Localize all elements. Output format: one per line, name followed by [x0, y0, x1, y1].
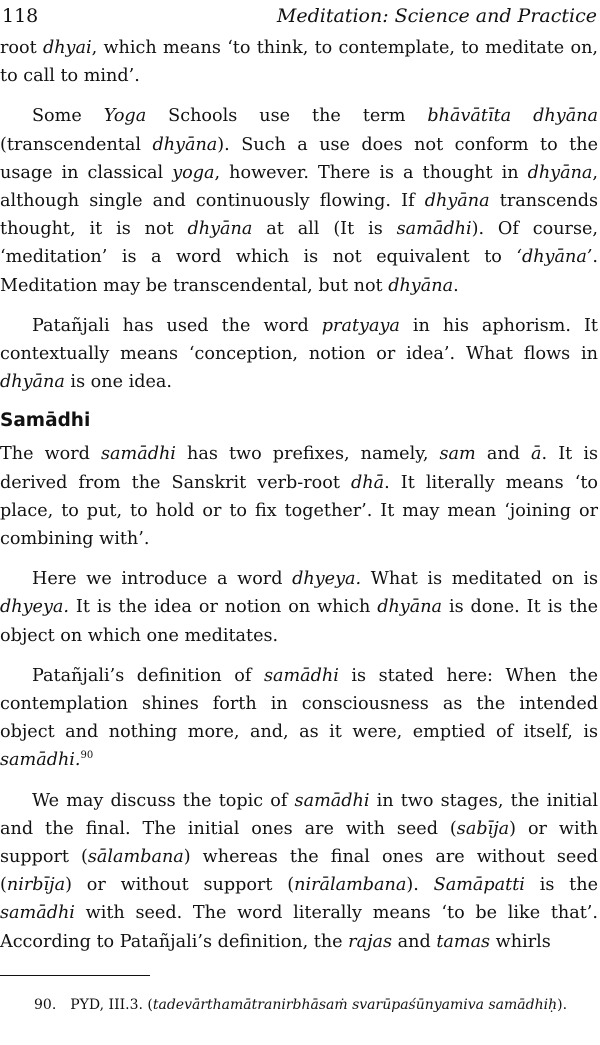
paragraph-7	[0, 787, 598, 956]
italic-term: dhyāna	[388, 275, 454, 296]
text-run: Here we introduce a word	[32, 569, 293, 590]
text-run: (transcendental	[0, 134, 153, 155]
italic-term: yoga	[172, 162, 215, 183]
italic-term: samādhi	[263, 665, 339, 686]
italic-term: nirālambana	[294, 875, 407, 896]
text-run: ). Of course, ‘meditation’ is a word which is not equivalent to	[0, 219, 598, 268]
text-run: in his aphorism. It contextually means ‘conception, notion or idea’. What flows in	[0, 315, 598, 365]
italic-term: pratyaya	[321, 315, 400, 336]
italic-term: sam	[439, 444, 476, 465]
text-run: PYD, III.3. (	[70, 997, 153, 1013]
text-run: at all (It is	[252, 219, 397, 240]
text-run: ) or without support (	[65, 875, 295, 896]
italic-term: Yoga	[103, 106, 147, 127]
italic-term: Samāpatti	[433, 875, 525, 896]
footnote-number: 90.	[34, 997, 57, 1013]
italic-term: tadevārthamātranirbhāsaṁ svarūpaśūnyamiva samādhiḥ	[152, 997, 558, 1013]
paragraph-4	[0, 440, 598, 553]
text-run: ). Such a use does not conform to the usage in classical	[0, 134, 598, 183]
paragraph-5	[0, 565, 598, 650]
italic-term: dhyāna	[527, 162, 593, 183]
text-run: transcends thought, it is not	[0, 191, 598, 240]
footnote-divider	[0, 975, 150, 976]
italic-term: samādhi	[294, 790, 370, 811]
text-run: , although single and continuously flowing. If	[0, 162, 598, 212]
text-run: with seed. The word literally means ‘to be like that’. According to Patañjali’s definition, the	[0, 903, 598, 952]
text-run: . It literally means ‘to place, to put, to hold or to fix together’. It may mean ‘joining or combining with’.	[0, 472, 598, 550]
text-run: ).	[557, 997, 568, 1013]
italic-term: samādhi	[0, 903, 75, 924]
text-run: The word	[0, 444, 102, 465]
body-text	[0, 34, 598, 968]
italic-term: dhyāna	[187, 219, 253, 240]
section-heading: Samādhi	[0, 410, 91, 432]
paragraph-6	[0, 662, 598, 775]
italic-term: dhyāna	[0, 372, 65, 393]
italic-term: nirbīja	[6, 875, 66, 896]
text-run: . Meditation may be transcendental, but not	[0, 247, 598, 296]
italic-term: samādhi	[101, 444, 176, 465]
italic-term: bhāvātīta dhyāna	[427, 106, 599, 127]
italic-term: ā	[531, 444, 542, 465]
italic-term: dhyeya.	[0, 597, 69, 618]
text-run: , however. There is a thought in	[214, 162, 528, 183]
italic-term: dhyāna	[424, 191, 490, 212]
text-run: It is the idea or notion on which	[68, 597, 378, 618]
paragraph-2	[0, 102, 598, 299]
text-run: and	[392, 931, 437, 952]
text-run: ) whereas the final ones are without seed (	[0, 847, 598, 896]
paragraph-3	[0, 312, 598, 397]
italic-term: tamas	[436, 931, 491, 952]
italic-term: dhyai	[42, 38, 92, 58]
text-run: Some	[32, 106, 104, 127]
text-run: whirls	[490, 931, 551, 952]
text-run: root	[0, 38, 43, 58]
text-run: We may discuss the topic of	[32, 790, 295, 811]
text-run: is stated here: When the contemplation shines forth in consciousness as the intended object and nothing more, and, as it were, emptied of itself, is	[0, 665, 598, 743]
italic-term: dhyeya.	[292, 569, 362, 590]
page-header	[0, 0, 600, 32]
text-run: and	[475, 444, 532, 465]
footnote-marker: 90	[80, 750, 94, 762]
text-run: What is meditated on is	[361, 569, 598, 590]
text-run: Schools use the term	[146, 106, 428, 127]
italic-term: dhā	[350, 472, 385, 493]
text-run: .	[453, 275, 459, 296]
text-run: , which means ‘to think, to contemplate, to meditate on, to call to mind’.	[0, 38, 598, 87]
text-run: in two stages, the initial and the final. The initial ones are with seed (	[0, 790, 598, 839]
page-number: 118	[2, 5, 39, 27]
footnote	[34, 995, 600, 1015]
italic-term: sabīja	[456, 818, 510, 839]
italic-term: dhyāna	[377, 597, 443, 618]
italic-term: ‘dhyāna’	[516, 247, 593, 268]
italic-term: samādhi	[396, 219, 472, 240]
italic-term: sālambana	[87, 847, 184, 868]
italic-term: dhyāna	[152, 134, 218, 155]
text-run: has two prefixes, namely,	[175, 444, 440, 465]
text-run: Patañjali has used the word	[32, 315, 322, 336]
text-run: is done. It is the object on which one meditates.	[0, 597, 598, 646]
text-run: . It is derived from the Sanskrit verb-root	[0, 444, 598, 493]
running-head: Meditation: Science and Practice	[276, 5, 597, 27]
paragraph-1	[0, 34, 598, 90]
italic-term: samādhi.	[0, 750, 81, 771]
italic-term: rajas	[348, 931, 393, 952]
text-run: is the	[524, 875, 599, 896]
text-run: ) or with support (	[0, 818, 599, 868]
text-run: Patañjali’s definition of	[32, 665, 264, 686]
text-run: ).	[406, 875, 434, 896]
text-run: is one idea.	[64, 372, 172, 393]
